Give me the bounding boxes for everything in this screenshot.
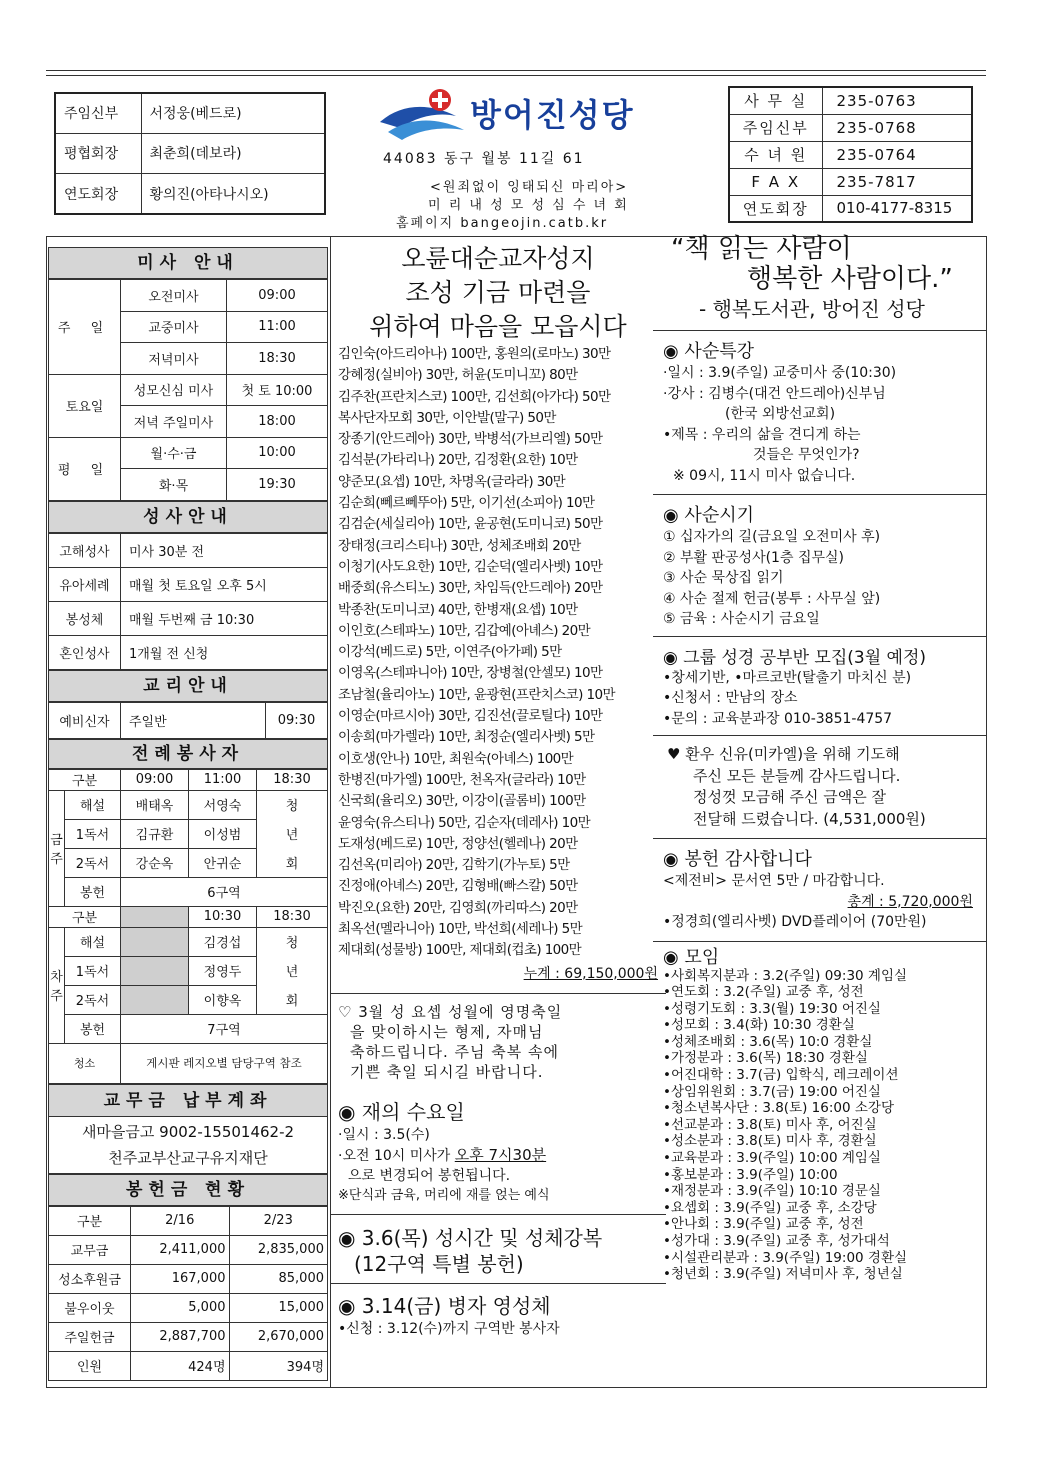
week-label-char: 주 bbox=[50, 852, 63, 867]
server-name: 강순옥 bbox=[121, 848, 189, 877]
mass-name: 성모신심 미사 bbox=[121, 374, 227, 406]
mass-time: 18:30 bbox=[227, 343, 328, 375]
sacrament-info: 미사 30분 전 bbox=[121, 533, 328, 567]
offering-col-header: 2/16 bbox=[131, 1206, 230, 1235]
offering-amount: 2,835,000 bbox=[229, 1235, 328, 1264]
server-name: 안귀순 bbox=[189, 848, 257, 877]
donor-line: 박종찬(도미니코) 40만, 한병재(요셉) 10만 bbox=[338, 601, 578, 618]
officer-name: 최춘희(데보라) bbox=[141, 133, 325, 173]
officer-row bbox=[55, 93, 325, 133]
account-section-title: 교무금 납부계좌 bbox=[48, 1084, 328, 1117]
donor-line: 배중희(유스티노) 30만, 차임득(안드레아) 20만 bbox=[338, 580, 603, 597]
lecture-title: ◉ 사순특강 bbox=[663, 341, 754, 362]
server-role: 해설 bbox=[65, 927, 121, 956]
mass-time: 19:30 bbox=[227, 469, 328, 501]
lent-title: ◉ 사순시기 bbox=[663, 505, 754, 526]
thanks-line: 정성껏 모금해 주신 금액은 잘 bbox=[693, 788, 886, 806]
donation-total-row bbox=[663, 892, 981, 913]
donor-line: 이인호(스테파노) 10만, 김갑예(아녜스) 20만 bbox=[338, 622, 591, 639]
blank-cell bbox=[121, 956, 189, 985]
mass-time: 첫 토 10:00 bbox=[227, 374, 328, 406]
joseph-line: 기쁜 축일 되시길 바랍니다. bbox=[350, 1062, 544, 1081]
sick-communion-line: •신청 : 3.12(수)까지 구역반 봉사자 bbox=[338, 1320, 560, 1337]
offering-amount: 167,000 bbox=[131, 1264, 230, 1293]
meeting-item: •어진대학 : 3.7(금) 입학식, 레크레이션 bbox=[663, 1067, 899, 1084]
bible-line: •문의 : 교육분과장 010-3851-4757 bbox=[663, 710, 893, 727]
joseph-line: 을 맞이하시는 형제, 자매님 bbox=[350, 1022, 544, 1041]
donor-line: 복사단자모회 30만, 이안발(말구) 50만 bbox=[338, 409, 556, 426]
lent-list bbox=[663, 527, 981, 630]
meeting-item: •시설관리분과 : 3.9(주일) 19:00 경환실 bbox=[663, 1249, 908, 1266]
donor-line: 이송희(마가렐라) 10만, 최정순(엘리사벳) 5만 bbox=[338, 729, 595, 746]
blank-cell bbox=[121, 985, 189, 1014]
server-name: 김경섭 bbox=[189, 927, 257, 956]
phone-row bbox=[729, 141, 972, 168]
donor-line: 김검순(세실리아) 10만, 윤공현(도미니코) 50만 bbox=[338, 516, 603, 533]
youth-label bbox=[257, 927, 328, 1014]
offering-amount: 2,670,000 bbox=[229, 1322, 328, 1351]
ash-date: ·일시 : 3.5(수) bbox=[338, 1126, 430, 1143]
servers-col-header: 10:30 bbox=[189, 906, 257, 927]
meeting-list bbox=[663, 968, 981, 1283]
meeting-item: •성모회 : 3.4(화) 10:30 경환실 bbox=[663, 1017, 855, 1034]
donor-line: 제대회(성물방) 100만, 제대회(컵초) 100만 bbox=[338, 942, 582, 959]
donor-list bbox=[338, 344, 658, 962]
bible-info bbox=[663, 668, 981, 730]
mass-name: 오전미사 bbox=[121, 280, 227, 312]
meeting-item: •선교분과 : 3.8(토) 미사 후, 어진실 bbox=[663, 1116, 877, 1133]
donor-line: 김선옥(미리아) 20만, 김학기(가누토) 5만 bbox=[338, 857, 570, 874]
server-role: 1독서 bbox=[65, 956, 121, 985]
catechism-table bbox=[48, 702, 328, 739]
divider bbox=[653, 330, 987, 331]
donor-line: 이영옥(스테파니아) 10만, 장병철(안셀모) 10만 bbox=[338, 665, 603, 682]
blank-cell bbox=[121, 927, 189, 956]
offering-amount: 394명 bbox=[229, 1351, 328, 1380]
phone-label: 연도회장 bbox=[729, 195, 822, 222]
mass-table bbox=[48, 279, 328, 501]
joseph-line: ♡ 3월 성 요셉 성월에 영명축일 bbox=[338, 1002, 563, 1021]
server-role: 봉헌 bbox=[65, 877, 121, 906]
parish-name: 방어진성당 bbox=[470, 96, 635, 134]
officer-title: 평협회장 bbox=[55, 133, 141, 173]
phone-number: 235-7817 bbox=[822, 168, 972, 195]
donor-line: 이영순(마르시아) 30만, 김진선(끌로틸다) 10만 bbox=[338, 708, 603, 725]
phone-row bbox=[729, 114, 972, 141]
youth-char: 년 bbox=[285, 965, 299, 980]
phone-table bbox=[728, 86, 973, 223]
ash-line-a: ·오전 10시 미사가 bbox=[338, 1147, 455, 1164]
meeting-item: •가정분과 : 3.6(목) 18:30 경환실 bbox=[663, 1050, 868, 1067]
sacrament-info: 매월 두번째 금 10:30 bbox=[121, 601, 328, 635]
server-name: 배태옥 bbox=[121, 790, 189, 819]
sacrament-name: 봉성체 bbox=[49, 601, 121, 635]
offering-type: 불우이웃 bbox=[49, 1293, 131, 1322]
donor-line: 김인숙(아드리아나) 100만, 홍원의(로마노) 30만 bbox=[338, 346, 611, 362]
lecture-line: ※ 09시, 11시 미사 없습니다. bbox=[673, 467, 856, 484]
thanks-line: ♥ 환우 신유(미카엘)을 위해 기도해 bbox=[667, 745, 900, 763]
donor-line: 양준모(요셉) 10만, 차명옥(글라라) 30만 bbox=[338, 473, 566, 490]
phone-number: 235-0763 bbox=[822, 87, 972, 114]
right-column bbox=[663, 234, 981, 1283]
meeting-item: •안나회 : 3.9(주일) 교중 후, 성전 bbox=[663, 1216, 864, 1233]
donor-line: 최옥선(멜라니아) 10만, 박선희(세레나) 5만 bbox=[338, 921, 583, 938]
divider bbox=[653, 735, 987, 736]
officer-row bbox=[55, 174, 325, 214]
sacrament-name: 고해성사 bbox=[49, 533, 121, 567]
holy-hour-line: ◉ 3.6(목) 성시간 및 성체강복 bbox=[338, 1225, 603, 1250]
donor-line: 진정애(아녜스) 20만, 김형배(빠스칼) 50만 bbox=[338, 878, 578, 895]
meeting-item: •요셉회 : 3.9(주일) 교중 후, 소강당 bbox=[663, 1199, 877, 1216]
sacrament-table bbox=[48, 533, 328, 670]
fund-title-line: 조성 기금 마련을 bbox=[405, 278, 591, 307]
phone-number: 235-0768 bbox=[822, 114, 972, 141]
divider bbox=[653, 494, 987, 495]
thanks-line: 주신 모든 분들께 감사드립니다. bbox=[693, 766, 901, 785]
donation-line: •정경희(엘리사벳) DVD플레이어 (70만원) bbox=[663, 914, 927, 930]
top-rule-2 bbox=[46, 75, 986, 76]
offering-amount: 15,000 bbox=[229, 1293, 328, 1322]
offer-zone: 6구역 bbox=[121, 877, 328, 906]
lent-item: ④ 사순 절제 헌금(봉투 : 사무실 앞) bbox=[663, 590, 881, 607]
left-column bbox=[48, 247, 328, 1381]
sacrament-info: 매월 첫 토요일 오후 5시 bbox=[121, 567, 328, 601]
lecture-line: ·일시 : 3.9(주일) 교중미사 중(10:30) bbox=[663, 365, 897, 381]
week-label bbox=[49, 927, 65, 1043]
sunday-label: 주 일 bbox=[49, 280, 121, 375]
donation-total: 총계 : 5,720,000원 bbox=[847, 893, 973, 910]
divider bbox=[330, 1283, 666, 1284]
offering-amount: 424명 bbox=[131, 1351, 230, 1380]
donor-line: 장종기(안드레아) 30만, 박병석(가브리엘) 50만 bbox=[338, 431, 603, 448]
phone-row bbox=[729, 87, 972, 114]
servers-col-header: 18:30 bbox=[257, 906, 328, 927]
homepage-text: 홈페이지 bangeojin.catb.kr bbox=[396, 216, 609, 231]
servers-col-header: 11:00 bbox=[189, 769, 257, 790]
donation-info bbox=[663, 871, 981, 933]
sacrament-name: 혼인성사 bbox=[49, 635, 121, 669]
lecture-line: (한국 외방선교회) bbox=[725, 406, 836, 422]
fund-total bbox=[338, 963, 658, 983]
fund-title-line: 위하여 마음을 모읍시다 bbox=[369, 312, 627, 341]
thanks-line: 전달해 드렸습니다. (4,531,000원) bbox=[693, 809, 926, 828]
server-role: 봉헌 bbox=[65, 1014, 121, 1043]
donor-line: 한병진(마가엘) 100만, 천옥자(글라라) 10만 bbox=[338, 771, 586, 788]
meeting-item: •연도회 : 3.2(주일) 교중 후, 성전 bbox=[663, 984, 864, 1001]
divider bbox=[653, 636, 987, 637]
officers-table bbox=[54, 92, 326, 215]
quote-line: 행복한 사람이다.” bbox=[747, 264, 953, 294]
servers-table bbox=[48, 769, 328, 1084]
quote-line: “책 읽는 사람이 bbox=[671, 234, 852, 264]
offering-col-header: 구분 bbox=[49, 1206, 131, 1235]
bible-line: •신청서 : 만남의 장소 bbox=[663, 690, 798, 706]
mass-time: 10:00 bbox=[227, 437, 328, 469]
thanks-notice bbox=[663, 744, 981, 830]
cleaning-info: 게시판 레지오별 담당구역 참조 bbox=[121, 1043, 328, 1083]
donor-line: 신국희(율리오) 30만, 이강이(골롬비) 100만 bbox=[338, 793, 586, 810]
phone-label: 사 무 실 bbox=[729, 87, 822, 114]
offering-amount: 2,411,000 bbox=[131, 1235, 230, 1264]
mass-name: 화·목 bbox=[121, 469, 227, 501]
phone-number: 010-4177-8315 bbox=[822, 195, 972, 222]
donation-title: ◉ 봉헌 감사합니다 bbox=[663, 849, 812, 870]
youth-char: 청 bbox=[285, 936, 299, 951]
meeting-item: •성체조배회 : 3.6(목) 10:0 경환실 bbox=[663, 1033, 873, 1050]
holy-hour-line: (12구역 특별 봉헌) bbox=[354, 1251, 524, 1276]
mass-name: 저녁 주일미사 bbox=[121, 406, 227, 438]
lent-item: ① 십자가의 길(금요일 오전미사 후) bbox=[663, 529, 881, 545]
server-name: 서영숙 bbox=[189, 790, 257, 819]
server-role: 해설 bbox=[65, 790, 121, 819]
offer-zone: 7구역 bbox=[121, 1014, 328, 1043]
bible-line: •창세기반, •마르코반(탈출기 마치신 분) bbox=[663, 669, 912, 686]
account-info bbox=[48, 1117, 328, 1174]
lent-item: ② 부활 판공성사(1층 집무실) bbox=[663, 549, 844, 566]
middle-column bbox=[338, 242, 658, 1339]
servers-col-header: 18:30 bbox=[257, 769, 328, 790]
meeting-item: •성령기도회 : 3.3(월) 19:30 어진실 bbox=[663, 1000, 881, 1017]
meeting-item: •성소분과 : 3.8(토) 미사 후, 경환실 bbox=[663, 1133, 877, 1150]
parish-address: 44083 동구 월봉 11길 61 bbox=[383, 151, 585, 167]
lent-item: ③ 사순 묵상집 읽기 bbox=[663, 570, 784, 586]
phone-row bbox=[729, 168, 972, 195]
server-role: 2독서 bbox=[65, 985, 121, 1014]
server-name: 김규환 bbox=[121, 819, 189, 848]
mass-section-title: 미사 안내 bbox=[48, 247, 328, 279]
servers-section-title: 전례봉사자 bbox=[48, 739, 328, 769]
meeting-item: •홍보분과 : 3.9(주일) 10:00 bbox=[663, 1166, 838, 1183]
offering-type: 성소후원금 bbox=[49, 1264, 131, 1293]
donation-line: <제전비> 문서연 5만 / 마감합니다. bbox=[663, 873, 885, 889]
top-rule bbox=[46, 70, 986, 71]
catechism-time: 09:30 bbox=[266, 702, 328, 738]
donor-line: 도재성(베드로) 10만, 정양선(헬레나) 20만 bbox=[338, 835, 578, 852]
lecture-info bbox=[663, 363, 981, 486]
week-label-char: 주 bbox=[50, 989, 63, 1004]
meeting-item: •사회복지분과 : 3.2(주일) 09:30 계임실 bbox=[663, 967, 908, 984]
server-name: 이향옥 bbox=[189, 985, 257, 1014]
week-label-char: 금 bbox=[50, 833, 63, 848]
sacrament-section-title: 성사안내 bbox=[48, 501, 328, 533]
server-role: 2독서 bbox=[65, 848, 121, 877]
bible-title: ◉ 그룹 성경 공부반 모집(3월 예정) bbox=[663, 647, 926, 668]
server-name: 이성범 bbox=[189, 819, 257, 848]
ash-new-time: 오후 7시30분 bbox=[454, 1145, 547, 1164]
divider bbox=[653, 838, 987, 839]
donor-line: 강혜정(실비아) 30만, 허윤(도미니꼬) 80만 bbox=[338, 367, 578, 384]
phone-label: 주임신부 bbox=[729, 114, 822, 141]
officer-title: 연도회장 bbox=[55, 174, 141, 214]
mass-name: 교중미사 bbox=[121, 311, 227, 343]
lent-item: ⑤ 금육 : 사순시기 금요일 bbox=[663, 611, 820, 627]
ash-line bbox=[338, 1145, 658, 1166]
week-label-char: 차 bbox=[50, 970, 63, 985]
meeting-item: •청년회 : 3.9(주일) 저녁미사 후, 청년실 bbox=[663, 1266, 903, 1283]
donor-line: 조남철(율리아노) 10만, 윤광현(프란치스코) 10만 bbox=[338, 686, 615, 703]
catechism-section-title: 교리안내 bbox=[48, 670, 328, 702]
phone-row bbox=[729, 195, 972, 222]
offering-type: 교무금 bbox=[49, 1235, 131, 1264]
officer-row bbox=[55, 133, 325, 173]
officer-title: 주임신부 bbox=[55, 93, 141, 133]
offering-amount: 85,000 bbox=[229, 1264, 328, 1293]
divider bbox=[330, 1214, 666, 1215]
ash-notice bbox=[338, 1125, 658, 1206]
column-divider bbox=[330, 236, 331, 1388]
meeting-item: •교육분과 : 3.9(주일) 10:00 계임실 bbox=[663, 1150, 881, 1167]
ash-line: 으로 변경되어 봉헌됩니다. bbox=[348, 1167, 511, 1184]
servers-col-header: 구분 bbox=[49, 769, 121, 790]
officer-name: 서정웅(베드로) bbox=[141, 93, 325, 133]
quote bbox=[663, 234, 981, 324]
mass-time: 09:00 bbox=[227, 280, 328, 312]
ash-line: ※단식과 금육, 머리에 재를 얹는 예식 bbox=[338, 1187, 550, 1203]
fund-title bbox=[338, 242, 658, 344]
offering-type: 주일헌금 bbox=[49, 1322, 131, 1351]
offering-amount: 5,000 bbox=[131, 1293, 230, 1322]
convent-name: 미 리 내 성 모 성 심 수 녀 회 bbox=[428, 198, 629, 213]
phone-label: 수 녀 원 bbox=[729, 141, 822, 168]
meetings-title: ◉ 모임 bbox=[663, 946, 720, 968]
joseph-notice bbox=[338, 1002, 658, 1082]
meeting-item: •성가대 : 3.9(주일) 교중 후, 성가대석 bbox=[663, 1233, 890, 1249]
officer-name: 황의진(아타나시오) bbox=[141, 174, 325, 214]
youth-label bbox=[257, 790, 328, 877]
phone-number: 235-0764 bbox=[822, 141, 972, 168]
saturday-label: 토요일 bbox=[49, 374, 121, 437]
phone-label: F A X bbox=[729, 168, 822, 195]
offering-section-title: 봉헌금 현황 bbox=[48, 1174, 328, 1206]
donor-line: 박진오(요한) 20만, 김영희(까리따스) 20만 bbox=[338, 899, 578, 916]
meeting-item: •재정분과 : 3.9(주일) 10:10 경문실 bbox=[663, 1183, 881, 1200]
divider bbox=[330, 993, 666, 994]
donor-line: 윤영숙(유스티나) 50만, 김순자(데레사) 10만 bbox=[338, 814, 591, 831]
sacrament-name: 유아세례 bbox=[49, 567, 121, 601]
divider bbox=[653, 941, 987, 942]
account-holder: 천주교부산교구유지재단 bbox=[108, 1148, 268, 1167]
lecture-line: ·강사 : 김병수(대건 안드레아)신부님 bbox=[663, 385, 886, 402]
offering-amount: 2,887,700 bbox=[131, 1322, 230, 1351]
mass-name: 월·수·금 bbox=[121, 437, 227, 469]
lecture-line: •제목 : 우리의 삶을 견디게 하는 bbox=[663, 426, 861, 443]
donor-line: 김석분(가타리나) 20만, 김정환(요한) 10만 bbox=[338, 452, 578, 469]
sacrament-info: 1개월 전 신청 bbox=[121, 635, 328, 669]
joseph-line: 축하드립니다. 주님 축복 속에 bbox=[350, 1042, 559, 1061]
server-role: 1독서 bbox=[65, 819, 121, 848]
holy-hour-title bbox=[338, 1225, 658, 1277]
offering-table bbox=[48, 1206, 328, 1381]
youth-char: 회 bbox=[285, 994, 299, 1009]
youth-char: 년 bbox=[285, 828, 299, 843]
donor-line: 장태정(크리스티나) 30만, 성체조배회 20만 bbox=[338, 537, 581, 554]
meeting-item: •청소년복사단 : 3.8(토) 16:00 소강당 bbox=[663, 1100, 894, 1117]
youth-char: 회 bbox=[285, 857, 299, 872]
sick-communion-title: ◉ 3.14(금) 병자 영성체 bbox=[338, 1293, 551, 1318]
donor-line: 김주찬(프란치스코) 100만, 김선희(아가다) 50만 bbox=[338, 388, 611, 405]
mass-name: 저녁미사 bbox=[121, 343, 227, 375]
account-number: 새마을금고 9002-15501462-2 bbox=[81, 1122, 295, 1141]
server-name: 정영두 bbox=[189, 956, 257, 985]
donor-line: 김순희(뻬르뻬뚜아) 5만, 이기선(소피아) 10만 bbox=[338, 495, 595, 512]
servers-col-header: 09:00 bbox=[121, 769, 189, 790]
catechism-class: 주일반 bbox=[121, 702, 266, 738]
fund-title-line: 오륜대순교자성지 bbox=[401, 244, 595, 273]
meeting-item: •상임위원회 : 3.7(금) 19:00 어진실 bbox=[663, 1083, 881, 1100]
weekday-label: 평 일 bbox=[49, 437, 121, 500]
mass-time: 11:00 bbox=[227, 311, 328, 343]
blank-cell bbox=[121, 906, 189, 927]
youth-char: 청 bbox=[285, 799, 299, 814]
catechism-name: 예비신자 bbox=[49, 702, 121, 738]
donor-line: 이호생(안나) 10만, 최원숙(아녜스) 100만 bbox=[338, 750, 574, 767]
cleaning-label: 청소 bbox=[49, 1043, 121, 1083]
offering-col-header: 2/23 bbox=[229, 1206, 328, 1235]
week-label bbox=[49, 790, 65, 906]
servers-col-header: 구분 bbox=[49, 906, 121, 927]
donor-line: 이청기(사도요한) 10만, 김순덕(엘리사벳) 10만 bbox=[338, 558, 603, 575]
quote-source: - 행복도서관, 방어진 성당 bbox=[699, 297, 925, 321]
ash-title: ◉ 재의 수요일 bbox=[338, 1099, 465, 1124]
mass-time: 18:00 bbox=[227, 406, 328, 438]
donor-line: 이강석(베드로) 5만, 이연주(아가페) 5만 bbox=[338, 644, 562, 661]
offering-type: 인원 bbox=[49, 1351, 131, 1380]
fund-total-text: 누계 : 69,150,000원 bbox=[523, 965, 658, 982]
lecture-line: 것들은 무엇인가? bbox=[753, 447, 860, 463]
parish-motto: <원죄없이 잉태되신 마리아> bbox=[430, 180, 629, 195]
